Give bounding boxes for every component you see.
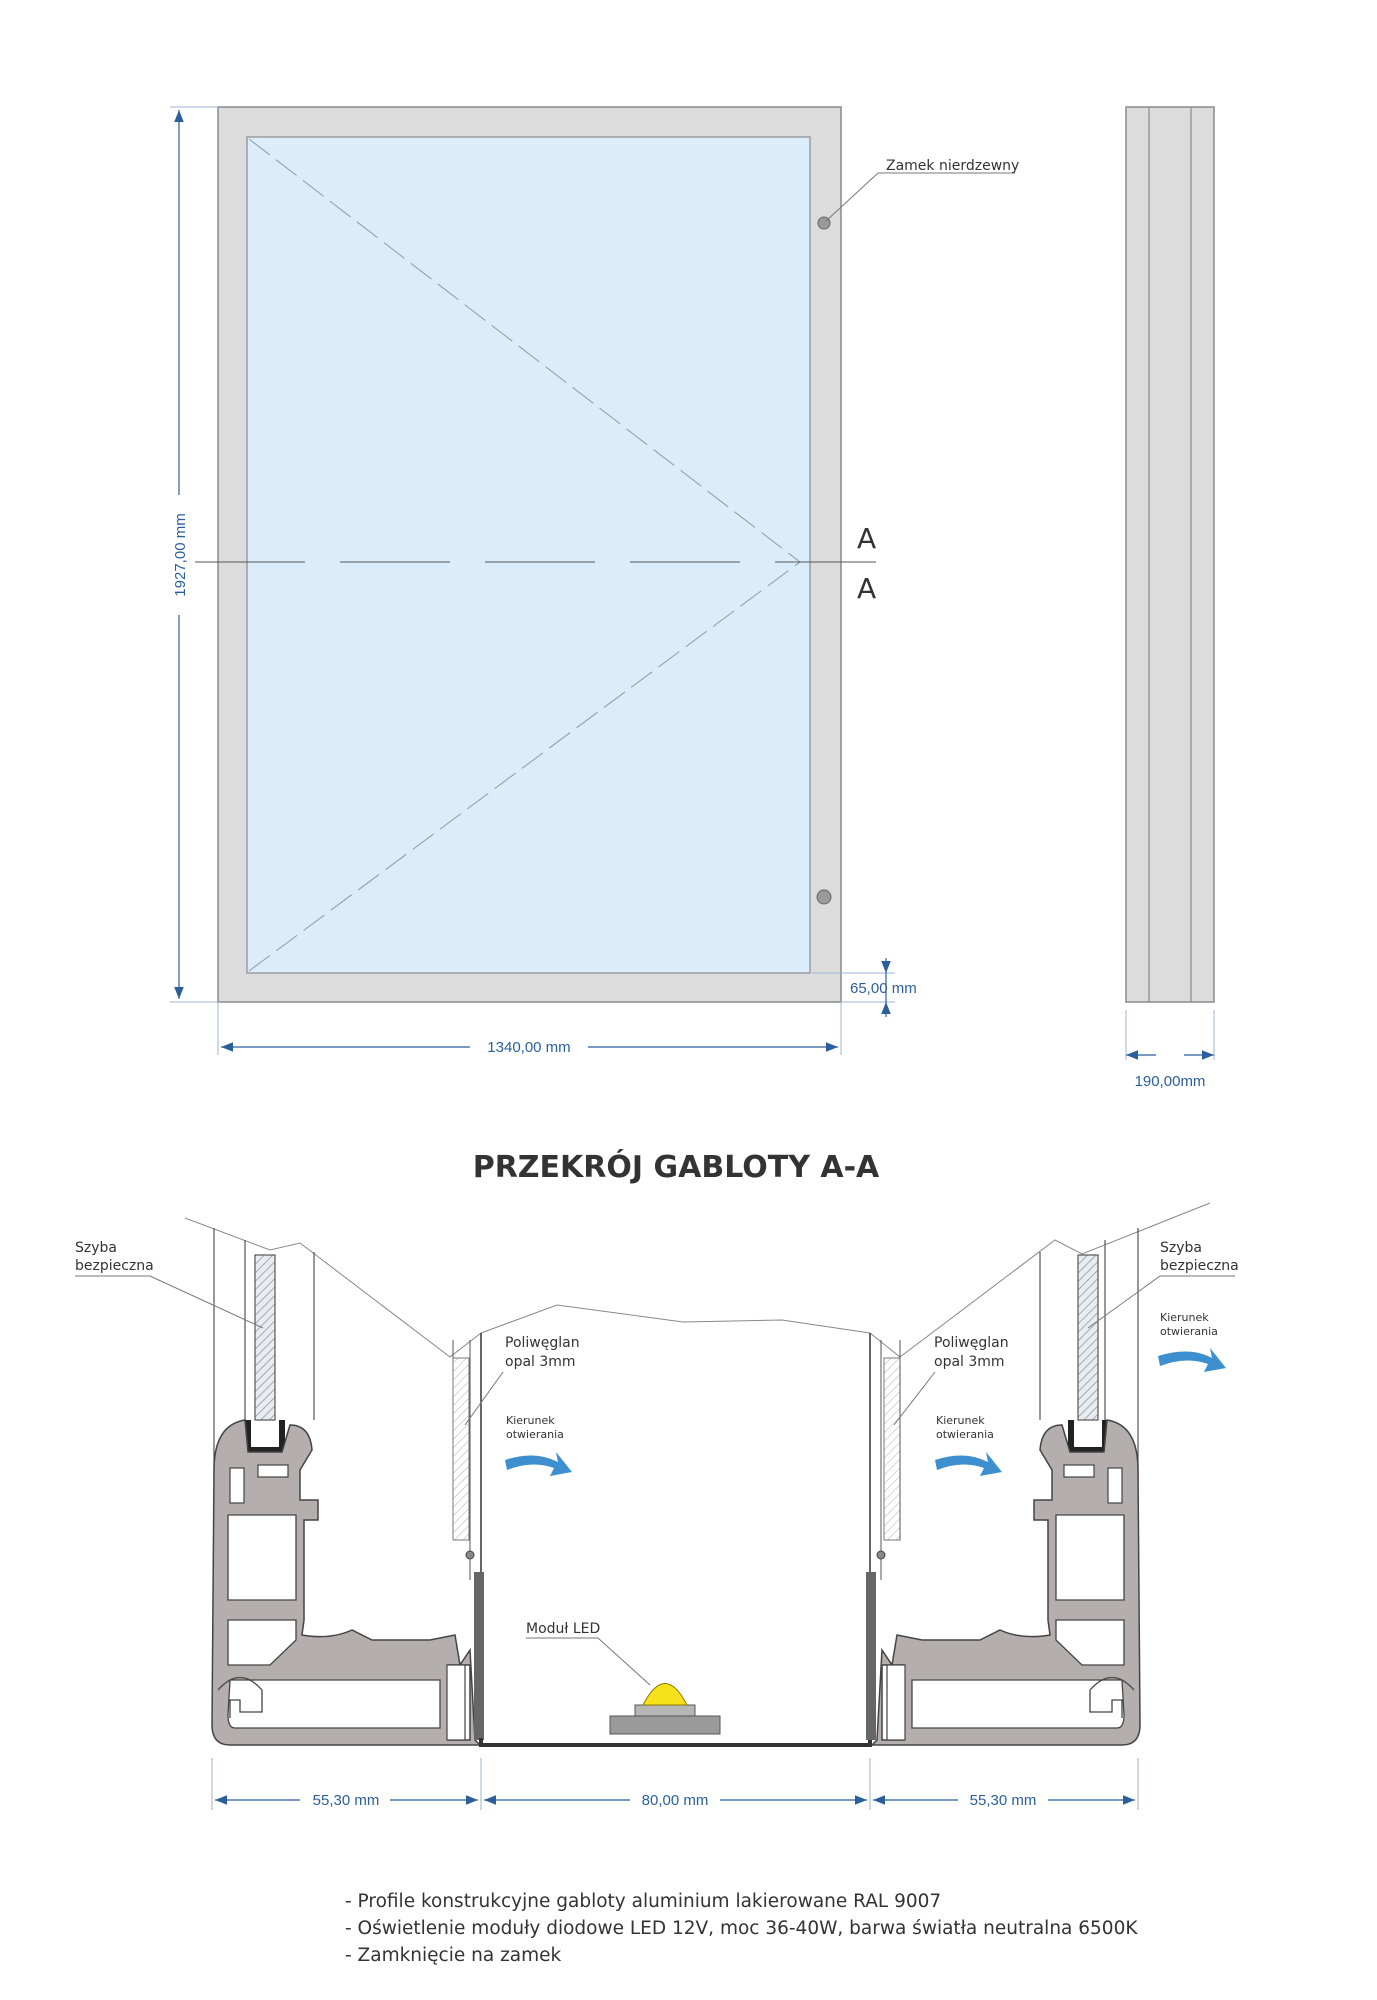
dim-center: 80,00 mm bbox=[641, 1792, 709, 1809]
glass-right-label-1: Szyba bbox=[1160, 1240, 1202, 1256]
poly-left-label-1: Poliwęglan bbox=[505, 1335, 580, 1351]
dir-center-right-label-1: Kierunek bbox=[936, 1414, 985, 1427]
dir-far-right-label-1: Kierunek bbox=[1160, 1311, 1209, 1324]
depth-dim: 190,00mm bbox=[1134, 1073, 1206, 1090]
dir-far-right-label-2: otwierania bbox=[1160, 1325, 1218, 1338]
glass-left-leader bbox=[75, 1276, 263, 1328]
led-dome bbox=[643, 1684, 687, 1706]
note-2: - Oświetlenie moduły diodowe LED 12V, moc 36-40W, barwa światła neutralna 6500K bbox=[345, 1918, 1138, 1939]
dir-left-label-1: Kierunek bbox=[506, 1414, 555, 1427]
dir-center-right-arrow bbox=[935, 1452, 1002, 1476]
lock-bottom bbox=[817, 890, 831, 904]
poly-right bbox=[884, 1358, 900, 1540]
dim-left: 55,30 mm bbox=[312, 1792, 380, 1809]
outline-left bbox=[185, 1218, 481, 1357]
dim-right: 55,30 mm bbox=[969, 1792, 1037, 1809]
dir-center-right-label-2: otwierania bbox=[936, 1428, 994, 1441]
note-1: - Profile konstrukcyjne gabloty aluminium lakierowane RAL 9007 bbox=[345, 1891, 942, 1912]
led-label: Moduł LED bbox=[526, 1621, 601, 1637]
width-dim: 1340,00 mm bbox=[487, 1039, 571, 1056]
frame-dim: 65,00 mm bbox=[850, 980, 917, 997]
glass-left-label-2: bezpieczna bbox=[75, 1258, 154, 1274]
dir-left-arrow bbox=[505, 1452, 572, 1476]
led-chip bbox=[635, 1705, 695, 1716]
outline-center bbox=[481, 1305, 870, 1333]
dir-far-right-arrow bbox=[1158, 1348, 1226, 1372]
note-3: - Zamknięcie na zamek bbox=[345, 1945, 562, 1966]
glass-right-label-2: bezpieczna bbox=[1160, 1258, 1239, 1274]
side-view bbox=[1126, 107, 1214, 1090]
profile-left-inner bbox=[228, 1515, 296, 1600]
height-dim: 1927,00 mm bbox=[172, 513, 189, 597]
poly-left-leader bbox=[465, 1372, 503, 1425]
section-title: PRZEKRÓJ GABLOTY A-A bbox=[472, 1150, 880, 1185]
lock-label: Zamek nierdzewny bbox=[886, 158, 1020, 174]
notes bbox=[345, 1888, 1137, 1969]
poly-right-label-1: Poliwęglan bbox=[934, 1335, 1009, 1351]
glass-left-gasket bbox=[248, 1420, 282, 1450]
glass-left-label-1: Szyba bbox=[75, 1240, 117, 1256]
led-leader bbox=[526, 1638, 650, 1685]
glass-right bbox=[1078, 1255, 1098, 1420]
poly-right-label-2: opal 3mm bbox=[934, 1354, 1005, 1370]
cabinet-glass bbox=[247, 137, 810, 973]
front-view bbox=[168, 107, 1019, 1056]
poly-left-label-2: opal 3mm bbox=[505, 1354, 576, 1370]
glass-right-gasket bbox=[1071, 1420, 1105, 1450]
side-profile bbox=[1126, 107, 1214, 1002]
led-base bbox=[610, 1716, 720, 1734]
section-mark-bottom: A bbox=[857, 572, 877, 605]
poly-left bbox=[453, 1358, 469, 1540]
section-mark-top: A bbox=[857, 522, 877, 555]
center-channel bbox=[481, 1738, 870, 1745]
lock-leader bbox=[826, 173, 1015, 221]
dir-left-label-2: otwierania bbox=[506, 1428, 564, 1441]
glass-left bbox=[255, 1255, 275, 1420]
section-view bbox=[75, 1203, 1239, 1810]
